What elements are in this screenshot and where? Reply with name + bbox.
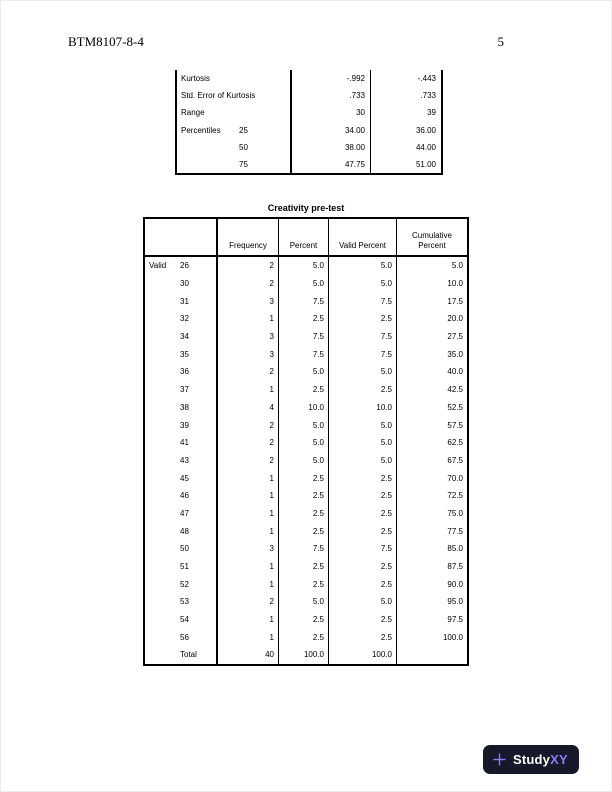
cell-valid-percent: 2.5 xyxy=(328,505,396,523)
frequency-table-row xyxy=(145,363,467,381)
cell-valid-percent: 5.0 xyxy=(328,434,396,452)
stats-row-label-cell xyxy=(177,139,290,156)
frequency-table-row xyxy=(145,469,467,487)
cell-percent: 2.5 xyxy=(278,611,328,629)
cell-valid-percent: 10.0 xyxy=(328,399,396,417)
cell-cumulative-percent: 75.0 xyxy=(396,505,467,523)
cell-frequency: 1 xyxy=(216,575,278,593)
cell-cumulative-percent: 100.0 xyxy=(396,628,467,646)
cell-percent: 100.0 xyxy=(278,646,328,664)
frequency-table-row xyxy=(145,434,467,452)
cell-stub xyxy=(145,487,216,505)
cell-stub xyxy=(145,593,216,611)
cell-frequency: 3 xyxy=(216,540,278,558)
running-header: BTM8107-8-4 xyxy=(68,34,144,49)
frequency-table-row xyxy=(145,257,467,275)
stats-row-value-2: 51.00 xyxy=(370,156,441,173)
stats-row-value-1: 30 xyxy=(290,104,370,121)
cell-value: 31 xyxy=(180,296,189,306)
stats-table-row xyxy=(177,139,441,156)
cell-stub xyxy=(145,345,216,363)
cell-frequency: 1 xyxy=(216,310,278,328)
frequency-table-body xyxy=(145,257,467,664)
cell-frequency: 2 xyxy=(216,593,278,611)
stats-row-value-1: 38.00 xyxy=(290,139,370,156)
cell-value: 39 xyxy=(180,420,189,430)
stats-row-label-cell xyxy=(177,156,290,173)
cell-value: 43 xyxy=(180,455,189,465)
cell-valid-percent: 2.5 xyxy=(328,469,396,487)
stats-table-row xyxy=(177,87,441,104)
cell-stub xyxy=(145,611,216,629)
cell-valid-percent: 2.5 xyxy=(328,558,396,576)
frequency-table-row xyxy=(145,540,467,558)
cell-frequency: 40 xyxy=(216,646,278,664)
frequency-table-row xyxy=(145,381,467,399)
cell-stub xyxy=(145,434,216,452)
stats-row-label-cell xyxy=(177,87,290,104)
cell-value: 38 xyxy=(180,402,189,412)
cell-value: 48 xyxy=(180,526,189,536)
cell-percent: 5.0 xyxy=(278,416,328,434)
frequency-table xyxy=(143,217,469,666)
header-cell-frequency: Frequency xyxy=(216,219,278,255)
cell-percent: 5.0 xyxy=(278,434,328,452)
cell-value: 45 xyxy=(180,473,189,483)
brand-name-primary: Study xyxy=(513,751,551,767)
frequency-table-row xyxy=(145,292,467,310)
cell-percent: 2.5 xyxy=(278,575,328,593)
stats-row-label: Kurtosis xyxy=(181,74,210,84)
cell-valid-percent: 2.5 xyxy=(328,522,396,540)
cell-cumulative-percent: 62.5 xyxy=(396,434,467,452)
cell-percent: 2.5 xyxy=(278,310,328,328)
stats-row-value-1: .733 xyxy=(290,87,370,104)
stats-table-row xyxy=(177,156,441,173)
cell-cumulative-percent: 17.5 xyxy=(396,292,467,310)
cell-value: 35 xyxy=(180,349,189,359)
cell-stub xyxy=(145,540,216,558)
cell-percent: 2.5 xyxy=(278,628,328,646)
stats-row-label: Range xyxy=(181,108,205,118)
cell-valid-percent: 100.0 xyxy=(328,646,396,664)
cell-cumulative-percent: 35.0 xyxy=(396,345,467,363)
cell-valid-percent: 5.0 xyxy=(328,593,396,611)
cell-value: 51 xyxy=(180,562,189,572)
cell-value: 34 xyxy=(180,332,189,342)
cell-percent: 2.5 xyxy=(278,469,328,487)
cell-stub xyxy=(145,257,216,275)
cell-valid-percent: 2.5 xyxy=(328,487,396,505)
cell-valid-percent: 2.5 xyxy=(328,381,396,399)
cell-percent: 7.5 xyxy=(278,328,328,346)
cell-frequency: 1 xyxy=(216,381,278,399)
cell-stub xyxy=(145,469,216,487)
cell-frequency: 1 xyxy=(216,505,278,523)
frequency-table-header-row xyxy=(145,219,467,257)
cell-cumulative-percent: 10.0 xyxy=(396,275,467,293)
cell-stub xyxy=(145,522,216,540)
cell-percent: 2.5 xyxy=(278,505,328,523)
plus-icon xyxy=(492,752,507,767)
cell-stub xyxy=(145,310,216,328)
cell-value: 46 xyxy=(180,491,189,501)
cell-valid-percent: 5.0 xyxy=(328,275,396,293)
cell-cumulative-percent: 97.5 xyxy=(396,611,467,629)
cell-value: 53 xyxy=(180,597,189,607)
cell-value: 47 xyxy=(180,508,189,518)
cell-cumulative-percent: 87.5 xyxy=(396,558,467,576)
stats-row-value-2: 44.00 xyxy=(370,139,441,156)
stats-row-label: Std. Error of Kurtosis xyxy=(181,91,256,101)
cell-frequency: 4 xyxy=(216,399,278,417)
stub-label: Valid xyxy=(149,261,167,271)
cell-cumulative-percent: 5.0 xyxy=(396,257,467,275)
stats-row-value-2: 36.00 xyxy=(370,122,441,139)
cell-cumulative-percent: 40.0 xyxy=(396,363,467,381)
cell-valid-percent: 7.5 xyxy=(328,328,396,346)
cell-frequency: 3 xyxy=(216,292,278,310)
cell-percent: 5.0 xyxy=(278,593,328,611)
cell-value: 30 xyxy=(180,279,189,289)
cell-cumulative-percent: 20.0 xyxy=(396,310,467,328)
cell-value: 32 xyxy=(180,314,189,324)
cell-frequency: 1 xyxy=(216,611,278,629)
descriptive-stats-table xyxy=(175,70,443,175)
stats-row-sublabel: 75 xyxy=(239,160,248,170)
cell-cumulative-percent: 57.5 xyxy=(396,416,467,434)
header-cell-percent: Percent xyxy=(278,219,328,255)
cell-value: 36 xyxy=(180,367,189,377)
cell-valid-percent: 2.5 xyxy=(328,310,396,328)
stats-row-value-1: 34.00 xyxy=(290,122,370,139)
frequency-table-row xyxy=(145,628,467,646)
stats-row-label-cell xyxy=(177,70,290,87)
stats-row-sublabel: 25 xyxy=(239,125,248,135)
frequency-table-row xyxy=(145,416,467,434)
cell-stub xyxy=(145,575,216,593)
cell-frequency: 1 xyxy=(216,487,278,505)
frequency-table-row xyxy=(145,399,467,417)
cell-valid-percent: 2.5 xyxy=(328,611,396,629)
cell-value: 41 xyxy=(180,438,189,448)
stats-row-value-2: -.443 xyxy=(370,70,441,87)
cell-frequency: 1 xyxy=(216,628,278,646)
cell-frequency: 2 xyxy=(216,275,278,293)
cell-value: 56 xyxy=(180,632,189,642)
cell-cumulative-percent: 72.5 xyxy=(396,487,467,505)
cell-cumulative-percent: 85.0 xyxy=(396,540,467,558)
stats-row-label-cell xyxy=(177,122,290,139)
cell-cumulative-percent: 95.0 xyxy=(396,593,467,611)
stats-table-row xyxy=(177,104,441,121)
frequency-table-row xyxy=(145,575,467,593)
cell-stub xyxy=(145,363,216,381)
frequency-table-row xyxy=(145,310,467,328)
frequency-table-title: Creativity pre-test xyxy=(267,203,345,213)
cell-percent: 2.5 xyxy=(278,558,328,576)
cell-percent: 7.5 xyxy=(278,292,328,310)
cell-valid-percent: 5.0 xyxy=(328,363,396,381)
header-cell-cumulative-percent: Cumulative Percent xyxy=(396,219,467,255)
cell-cumulative-percent: 70.0 xyxy=(396,469,467,487)
cell-stub xyxy=(145,628,216,646)
cell-frequency: 2 xyxy=(216,416,278,434)
cell-percent: 5.0 xyxy=(278,275,328,293)
stats-row-label-cell xyxy=(177,104,290,121)
frequency-table-row xyxy=(145,505,467,523)
cell-stub xyxy=(145,416,216,434)
cell-percent: 5.0 xyxy=(278,257,328,275)
stats-row-value-1: 47.75 xyxy=(290,156,370,173)
cell-frequency: 2 xyxy=(216,257,278,275)
cell-frequency: 2 xyxy=(216,452,278,470)
cell-value: 26 xyxy=(180,261,189,271)
cell-value: 54 xyxy=(180,615,189,625)
frequency-table-row xyxy=(145,345,467,363)
cell-percent: 2.5 xyxy=(278,381,328,399)
frequency-table-row xyxy=(145,452,467,470)
cell-stub xyxy=(145,381,216,399)
frequency-table-row xyxy=(145,646,467,664)
cell-value: Total xyxy=(180,650,197,660)
frequency-table-row xyxy=(145,275,467,293)
cell-cumulative-percent: 67.5 xyxy=(396,452,467,470)
cell-valid-percent: 7.5 xyxy=(328,540,396,558)
stats-row-label: Percentiles xyxy=(181,125,221,135)
cell-stub xyxy=(145,292,216,310)
cell-percent: 2.5 xyxy=(278,487,328,505)
frequency-table-row xyxy=(145,558,467,576)
cell-percent: 5.0 xyxy=(278,452,328,470)
cell-percent: 10.0 xyxy=(278,399,328,417)
cell-valid-percent: 5.0 xyxy=(328,257,396,275)
cell-percent: 2.5 xyxy=(278,522,328,540)
stats-table-row xyxy=(177,70,441,87)
cell-cumulative-percent: 27.5 xyxy=(396,328,467,346)
cell-cumulative-percent: 42.5 xyxy=(396,381,467,399)
cell-stub xyxy=(145,558,216,576)
cell-valid-percent: 2.5 xyxy=(328,628,396,646)
frequency-table-row xyxy=(145,593,467,611)
cell-frequency: 3 xyxy=(216,345,278,363)
cell-stub xyxy=(145,399,216,417)
cell-valid-percent: 2.5 xyxy=(328,575,396,593)
cell-valid-percent: 7.5 xyxy=(328,292,396,310)
cell-percent: 7.5 xyxy=(278,345,328,363)
cell-frequency: 1 xyxy=(216,522,278,540)
cell-stub xyxy=(145,505,216,523)
cell-cumulative-percent: 52.5 xyxy=(396,399,467,417)
frequency-table-row xyxy=(145,522,467,540)
cell-stub xyxy=(145,646,216,664)
cell-valid-percent: 5.0 xyxy=(328,416,396,434)
cell-frequency: 1 xyxy=(216,558,278,576)
cell-stub xyxy=(145,328,216,346)
frequency-table-row xyxy=(145,611,467,629)
header-cell-valid-percent: Valid Percent xyxy=(328,219,396,255)
studyxy-logo[interactable] xyxy=(483,745,579,774)
stats-row-sublabel: 50 xyxy=(239,142,248,152)
frequency-table-row xyxy=(145,328,467,346)
brand-name-secondary: XY xyxy=(550,751,568,767)
cell-stub xyxy=(145,452,216,470)
cell-valid-percent: 5.0 xyxy=(328,452,396,470)
header-cell-stub xyxy=(145,219,216,255)
cell-percent: 5.0 xyxy=(278,363,328,381)
cell-value: 52 xyxy=(180,579,189,589)
stats-table-row xyxy=(177,122,441,139)
cell-frequency: 2 xyxy=(216,434,278,452)
stats-row-value-2: 39 xyxy=(370,104,441,121)
cell-percent: 7.5 xyxy=(278,540,328,558)
cell-value: 50 xyxy=(180,544,189,554)
cell-stub xyxy=(145,275,216,293)
page-number: 5 xyxy=(497,34,504,49)
stats-row-value-1: -.992 xyxy=(290,70,370,87)
cell-cumulative-percent: 77.5 xyxy=(396,522,467,540)
cell-cumulative-percent: 90.0 xyxy=(396,575,467,593)
stats-row-value-2: .733 xyxy=(370,87,441,104)
frequency-table-row xyxy=(145,487,467,505)
cell-frequency: 1 xyxy=(216,469,278,487)
cell-valid-percent: 7.5 xyxy=(328,345,396,363)
cell-value: 37 xyxy=(180,385,189,395)
cell-frequency: 2 xyxy=(216,363,278,381)
cell-cumulative-percent xyxy=(396,646,467,664)
cell-frequency: 3 xyxy=(216,328,278,346)
